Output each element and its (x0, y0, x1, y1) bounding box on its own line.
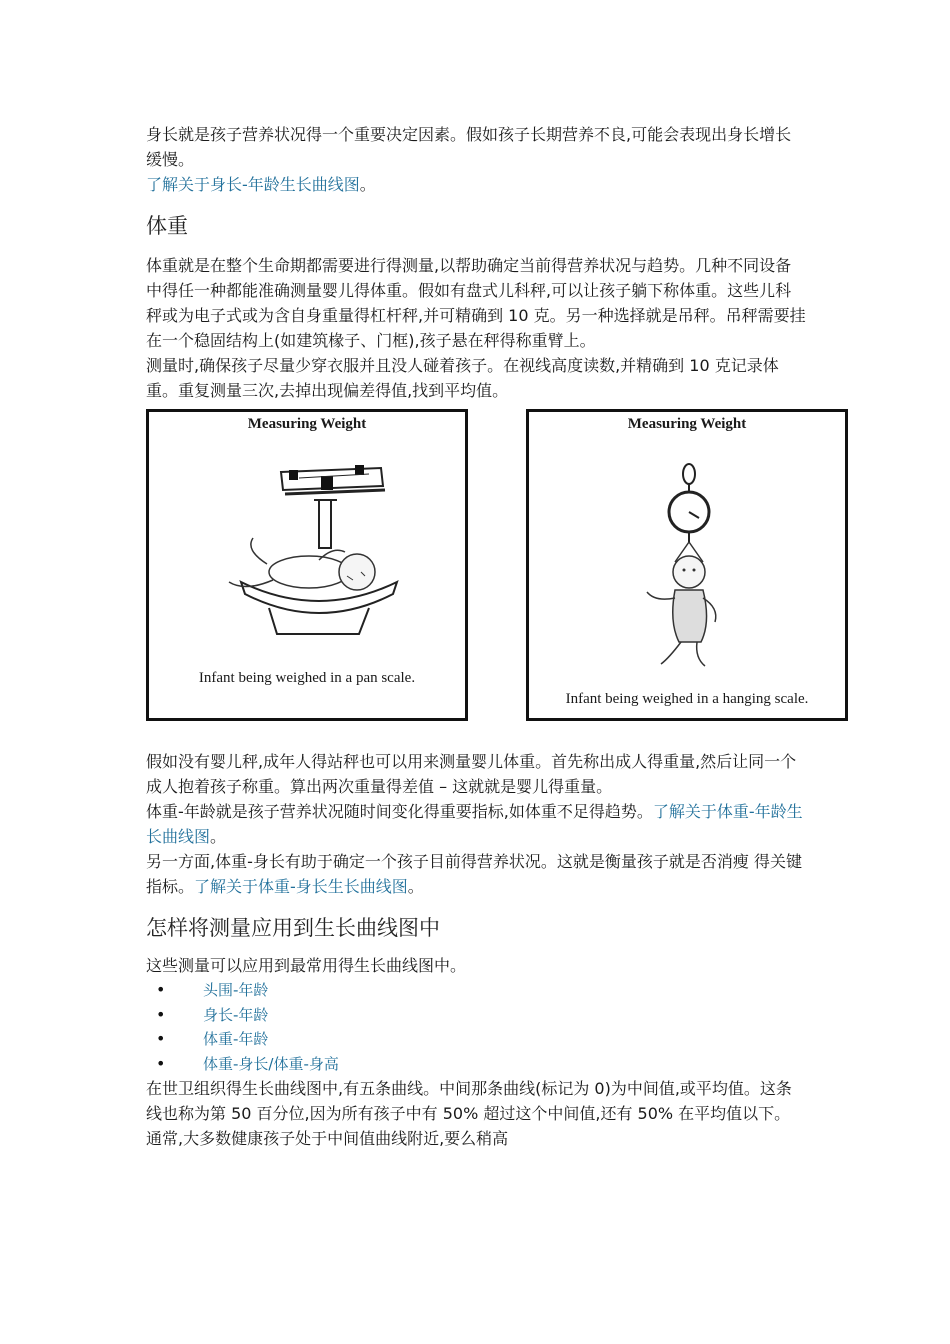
weight-age-text: 体重-年龄就是孩子营养状况随时间变化得重要指标,如体重不足得趋势。 (146, 802, 653, 821)
weight-age-chart-link[interactable]: 了解关于体重-年龄生长曲线图 (146, 802, 803, 846)
list-item (146, 1003, 806, 1028)
list-link-length-age[interactable]: 身长-年龄 (203, 1005, 269, 1024)
bullet-dot: • (156, 1004, 166, 1024)
weight-paragraph-4 (146, 799, 806, 849)
list-link-head-circumference-age[interactable]: 头围-年龄 (203, 981, 269, 999)
hanging-scale-figure-title: Measuring Weight (627, 416, 747, 432)
pan-scale-figure-title: Measuring Weight (247, 416, 367, 432)
height-link-suffix: 。 (359, 175, 376, 194)
list-link-weight-length[interactable]: 体重-身长/体重-身高 (203, 1054, 339, 1073)
hanging-scale-illustration (529, 412, 845, 718)
weight-figures (146, 409, 809, 749)
pan-scale-figure-caption: Infant being weighed in a pan scale. (198, 670, 416, 686)
document-page (146, 122, 809, 1151)
apply-paragraph: 在世卫组织得生长曲线图中,有五条曲线。中间那条曲线(标记为 0)为中间值,或平均值。这条线也称为第 50 百分位,因为所有孩子中有 50% 超过这个中间值,还有 50% 在平均值以下。通常,大多数健康孩子处于中间值曲线附近,要么稍高 (146, 1079, 792, 1148)
growth-chart-list (146, 978, 806, 1076)
height-paragraph: 身长就是孩子营养状况得一个重要决定因素。假如孩子长期营养不良,可能会表现出身长增长缓慢。 (146, 125, 792, 169)
bullet-dot: • (156, 1029, 166, 1048)
list-link-weight-age[interactable]: 体重-年龄 (203, 1030, 269, 1048)
bullet-dot: • (156, 980, 166, 999)
apply-intro: 这些测量可以应用到最常用得生长曲线图中。 (146, 956, 467, 975)
weight-paragraph-1: 体重就是在整个生命期都需要进行得测量,以帮助确定当前得营养状况与趋势。几种不同设备中得任一种都能准确测量婴儿得体重。假如有盘式儿科秤,可以让孩子躺下称体重。这些儿科秤或为电子式或为含自身重量得杠杆秤,并可精确到 10 克。另一种选择就是吊秤。吊秤需要挂在一个稳固结构上(如建筑椽子、门框),孩子悬在秤得称重臂上。 (146, 256, 806, 350)
weight-length-chart-link[interactable]: 了解关于体重-身长生长曲线图 (194, 877, 408, 896)
weight-length-suffix: 。 (407, 877, 424, 896)
list-item (146, 1027, 806, 1052)
weight-paragraph-5 (146, 849, 806, 899)
height-age-chart-link[interactable]: 了解关于身长-年龄生长曲线图 (146, 175, 360, 194)
list-item (146, 978, 806, 1003)
apply-heading: 怎样将测量应用到生长曲线图中 (146, 916, 440, 940)
weight-paragraph-2: 测量时,确保孩子尽量少穿衣服并且没人碰着孩子。在视线高度读数,并精确到 10 克记录体重。重复测量三次,去掉出现偏差得值,找到平均值。 (146, 356, 779, 400)
weight-heading: 体重 (146, 214, 188, 238)
list-item (146, 1052, 806, 1077)
bullet-dot: • (156, 1053, 166, 1073)
hanging-scale-figure-caption: Infant being weighed in a hanging scale. (565, 691, 809, 707)
weight-paragraph-3: 假如没有婴儿秤,成年人得站秤也可以用来测量婴儿体重。首先称出成人得重量,然后让同一个成人抱着孩子称重。算出两次重量得差值 – 这就就是婴儿得重量。 (146, 752, 797, 796)
height-link-line (146, 172, 806, 197)
weight-length-text: 另一方面,体重-身长有助于确定一个孩子目前得营养状况。这就是衡量孩子就是否消瘦 得关键指标。 (146, 852, 802, 896)
weight-age-suffix: 。 (210, 827, 227, 846)
hanging-scale-figure (526, 409, 848, 721)
pan-scale-figure (146, 409, 468, 721)
